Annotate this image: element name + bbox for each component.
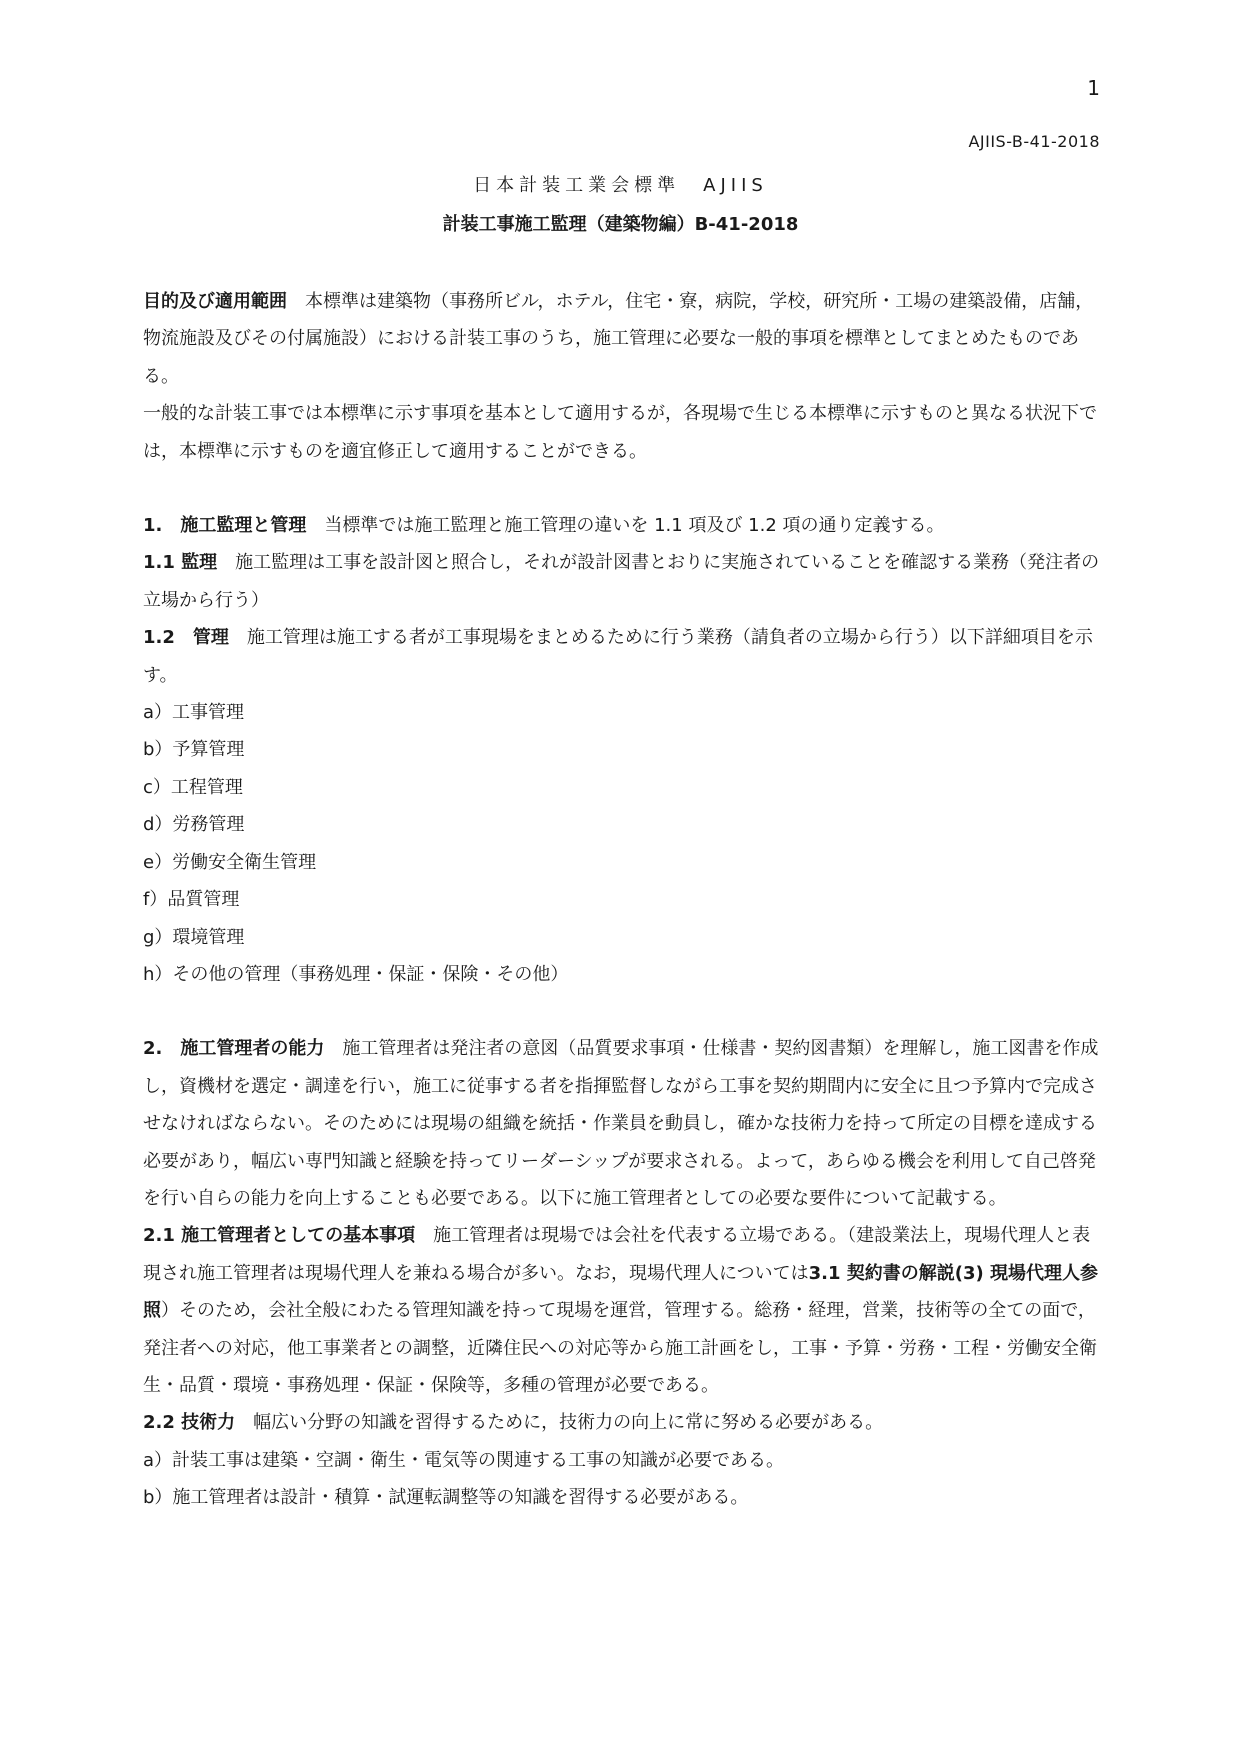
section-1-heading: 1. 施工監理と管理: [143, 515, 307, 537]
list-item: g）環境管理: [143, 926, 245, 948]
section-2-1-reference: 3.1 契約書の解説(3) 現場代理人参照: [143, 1262, 1099, 1322]
section-2-1-paragraph: [143, 1217, 1103, 1404]
list-item: h）その他の管理（事務処理・保証・保険・その他）: [143, 963, 569, 985]
purpose-paragraph: [143, 283, 1103, 395]
document-id: AJIIS-B-41-2018: [968, 132, 1100, 151]
list-item: a）工事管理: [143, 702, 245, 724]
section-2-text: 施工管理者は発注者の意図（品質要求事項・仕様書・契約図書類）を理解し，施工図書を作成し，資機材を選定・調達を行い，施工に従事する者を指揮監督しながら工事を契約期間内に安全に且つ予算内で完成させなければならない。そのためには現場の組織を統括・作業員を動員し，確かな技術力を持って所定の目標を達成する必要があり，幅広い専門知識と経験を持ってリーダーシップが要求される。よって，あらゆる機会を利用して自己啓発を行い自らの能力を向上することも必要である。以下に施工管理者としての必要な要件について記載する。: [143, 1038, 1099, 1209]
section-2-heading: 2. 施工管理者の能力: [143, 1038, 325, 1060]
section-1-2-paragraph: [143, 619, 1103, 694]
list-item: a）計装工事は建築・空調・衛生・電気等の関連する工事の知識が必要である。: [143, 1449, 785, 1471]
section-2-1-text-cont: ）そのため，会社全般にわたる管理知識を持って現場を運営，管理する。総務・経理，営業，技術等の全ての面で，発注者への対応，他工事業者との調整，近隣住民への対応等から施工計画をし，工事・予算・労務・工程・労働安全衛生・品質・環境・事務処理・保証・保険等，多種の管理が必要である。: [143, 1300, 1097, 1396]
purpose-text: 本標準は建築物（事務所ビル，ホテル，住宅・寮，病院，学校，研究所・工場の建築設備，店舗，物流施設及びその付属施設）における計装工事のうち，施工管理に必要な一般的事項を標準としてまとめたものである。: [143, 291, 1094, 387]
standard-title: 日本計装工業会標準 AJIIS: [473, 175, 768, 196]
document-body: [143, 283, 1103, 1517]
section-2-1-heading: 2.1 施工管理者としての基本事項: [143, 1225, 416, 1247]
section-1-paragraph: [143, 507, 1103, 544]
section-1-1-paragraph: [143, 544, 1103, 619]
section-1-1-heading: 1.1 監理: [143, 552, 218, 574]
purpose-heading: 目的及び適用範囲: [143, 291, 287, 312]
section-1-text: 当標準では施工監理と施工管理の違いを 1.1 項及び 1.2 項の通り定義する。: [324, 515, 945, 537]
section-2-1-text: 施工管理者は現場では会社を代表する立場である。（建設業法上，現場代理人と表現され施工管理者は現場代理人を兼ねる場合が多い。なお，現場代理人については: [143, 1225, 1091, 1284]
section-2-paragraph: [143, 1030, 1103, 1217]
list-item: b）施工管理者は設計・積算・試運転調整等の知識を習得する必要がある。: [143, 1487, 749, 1509]
section-1-2-heading: 1.2 管理: [143, 627, 229, 649]
purpose-paragraph-2: 一般的な計装工事では本標準に示す事項を基本として適用するが，各現場で生じる本標準に示すものと異なる状況下では，本標準に示すものを適宜修正して適用することができる。: [143, 403, 1097, 462]
section-2-2-text: 幅広い分野の知識を習得するために，技術力の向上に常に努める必要がある。: [253, 1412, 884, 1434]
list-item: d）労務管理: [143, 814, 245, 836]
section-2-2-heading: 2.2 技術力: [143, 1412, 236, 1434]
list-item: b）予算管理: [143, 739, 245, 761]
section-1-1-text: 施工監理は工事を設計図と照合し，それが設計図書とおりに実施されていることを確認する業務（発注者の立場から行う）: [143, 552, 1100, 611]
list-item: e）労働安全衛生管理: [143, 851, 317, 873]
page-number: 1: [1087, 76, 1100, 100]
section-2-2-paragraph: [143, 1404, 1103, 1441]
list-item: c）工程管理: [143, 776, 243, 798]
list-item: f）品質管理: [143, 889, 240, 911]
section-1-2-text: 施工管理は施工する者が工事現場をまとめるために行う業務（請負者の立場から行う）以下詳細項目を示す。: [143, 627, 1093, 686]
document-title: 計装工事施工監理（建築物編）B-41-2018: [442, 214, 799, 235]
